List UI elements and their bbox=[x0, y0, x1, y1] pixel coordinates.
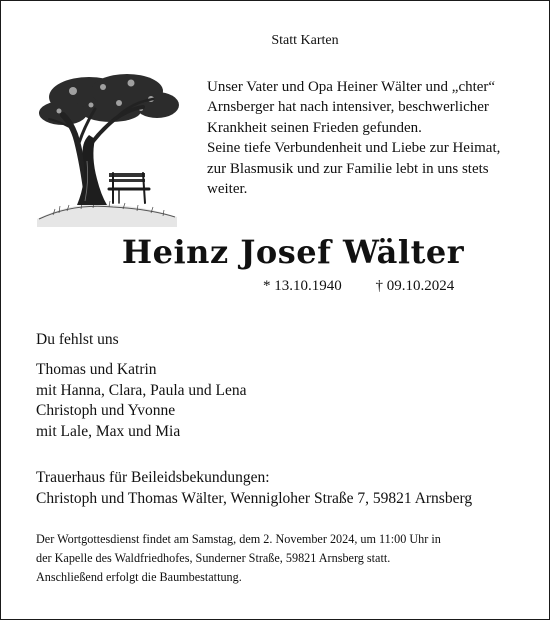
family-line: Christoph und Yvonne bbox=[36, 402, 176, 419]
farewell-text: Du fehlst uns bbox=[36, 331, 119, 348]
intro-paragraph bbox=[207, 77, 521, 199]
intro-line: zur Blasmusik und zur Familie lebt in uns stets bbox=[207, 160, 489, 177]
header-text: Statt Karten bbox=[271, 33, 339, 48]
condolence-address: Christoph und Thomas Wälter, Wennigloher Straße 7, 59821 Arnsberg bbox=[36, 489, 473, 507]
intro-line: weiter. bbox=[207, 181, 248, 198]
intro-line: Seine tiefe Verbundenheit und Liebe zur Heimat, bbox=[207, 140, 501, 157]
service-line: der Kapelle des Waldfriedhofes, Sunderner Straße, 59821 Arnsberg statt. bbox=[36, 550, 391, 565]
deceased-name: Heinz Josef Wälter bbox=[121, 233, 465, 271]
service-line: Der Wortgottesdienst findet am Samstag, dem 2. November 2024, um 11:00 Uhr in bbox=[36, 532, 441, 546]
family-line: Thomas und Katrin bbox=[36, 361, 157, 378]
tree-with-bench-icon bbox=[33, 69, 181, 227]
service-line: Anschließend erfolgt die Baumbestattung. bbox=[36, 569, 242, 584]
condolence-label: Trauerhaus für Beileidsbekundungen: bbox=[36, 469, 270, 486]
family-line: mit Hanna, Clara, Paula und Lena bbox=[36, 381, 247, 399]
intro-line: Krankheit seinen Frieden gefunden. bbox=[207, 119, 422, 136]
birth-date: * 13.10.1940 bbox=[263, 278, 342, 294]
service-info bbox=[36, 530, 521, 586]
family-list bbox=[36, 360, 246, 442]
death-date: † 09.10.2024 bbox=[375, 278, 455, 294]
family-line: mit Lale, Max und Mia bbox=[36, 422, 181, 440]
life-dates bbox=[263, 278, 454, 295]
intro-line: Arnsberger hat nach intensiver, beschwerlicher bbox=[207, 99, 489, 116]
intro-line: Unser Vater und Opa Heiner Wälter und „chter“ bbox=[207, 79, 496, 95]
condolence-block bbox=[36, 468, 472, 509]
